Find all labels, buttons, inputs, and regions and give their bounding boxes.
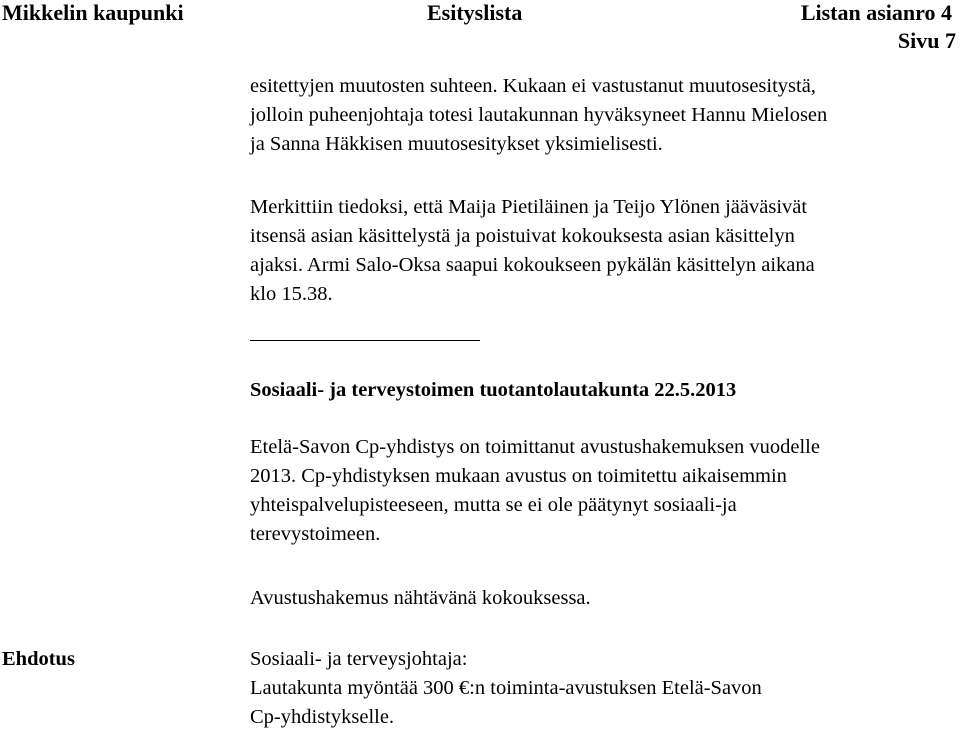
paragraph-decision-continuation [250, 72, 954, 159]
text-line: esitettyjen muutosten suhteen. Kukaan ei vastustanut muutosesitystä, [250, 75, 816, 97]
paragraph-grant-application [250, 433, 954, 549]
text-line: klo 15.38. [250, 283, 333, 305]
text-line: ja Sanna Häkkisen muutosesitykset yksimielisesti. [250, 133, 663, 155]
text-line: yhteispalvelupisteeseen, mutta se ei ole päätynyt sosiaali-ja [250, 494, 737, 516]
section-heading: Sosiaali- ja terveystoimen tuotantolautakunta 22.5.2013 [250, 379, 737, 401]
document-type: Esityslista [427, 0, 523, 25]
item-number: Listan asianro 4 [800, 0, 952, 25]
text-line: terevystoimeen. [250, 523, 381, 545]
section-divider [250, 340, 480, 341]
text-line: Cp-yhdistykselle. [250, 706, 395, 728]
proposal-text [250, 645, 954, 732]
page-number: Sivu 7 [897, 28, 956, 53]
text-line: Merkittiin tiedoksi, että Maija Pietiläinen ja Teijo Ylönen jääväsivät [250, 196, 808, 218]
text-line: Sosiaali- ja terveysjohtaja: [250, 648, 468, 670]
text-line: 2013. Cp-yhdistyksen mukaan avustus on toimitettu aikaisemmin [250, 465, 787, 487]
text-line: Etelä-Savon Cp-yhdistys on toimittanut avustushakemuksen vuodelle [250, 436, 820, 458]
text-line: ajaksi. Armi Salo-Oksa saapui kokoukseen pykälän käsittelyn aikana [250, 254, 815, 276]
paragraph-application-availability: Avustushakemus nähtävänä kokouksessa. [250, 587, 591, 609]
organization-name: Mikkelin kaupunki [2, 0, 184, 25]
proposal-label: Ehdotus [2, 648, 75, 670]
text-line: itsensä asian käsittelystä ja poistuivat kokouksesta asian käsittelyn [250, 225, 795, 247]
text-line: jolloin puheenjohtaja totesi lautakunnan hyväksyneet Hannu Mielosen [250, 104, 828, 126]
text-line: Lautakunta myöntää 300 €:n toiminta-avustuksen Etelä-Savon [250, 677, 762, 699]
paragraph-disqualification-note [250, 193, 954, 309]
